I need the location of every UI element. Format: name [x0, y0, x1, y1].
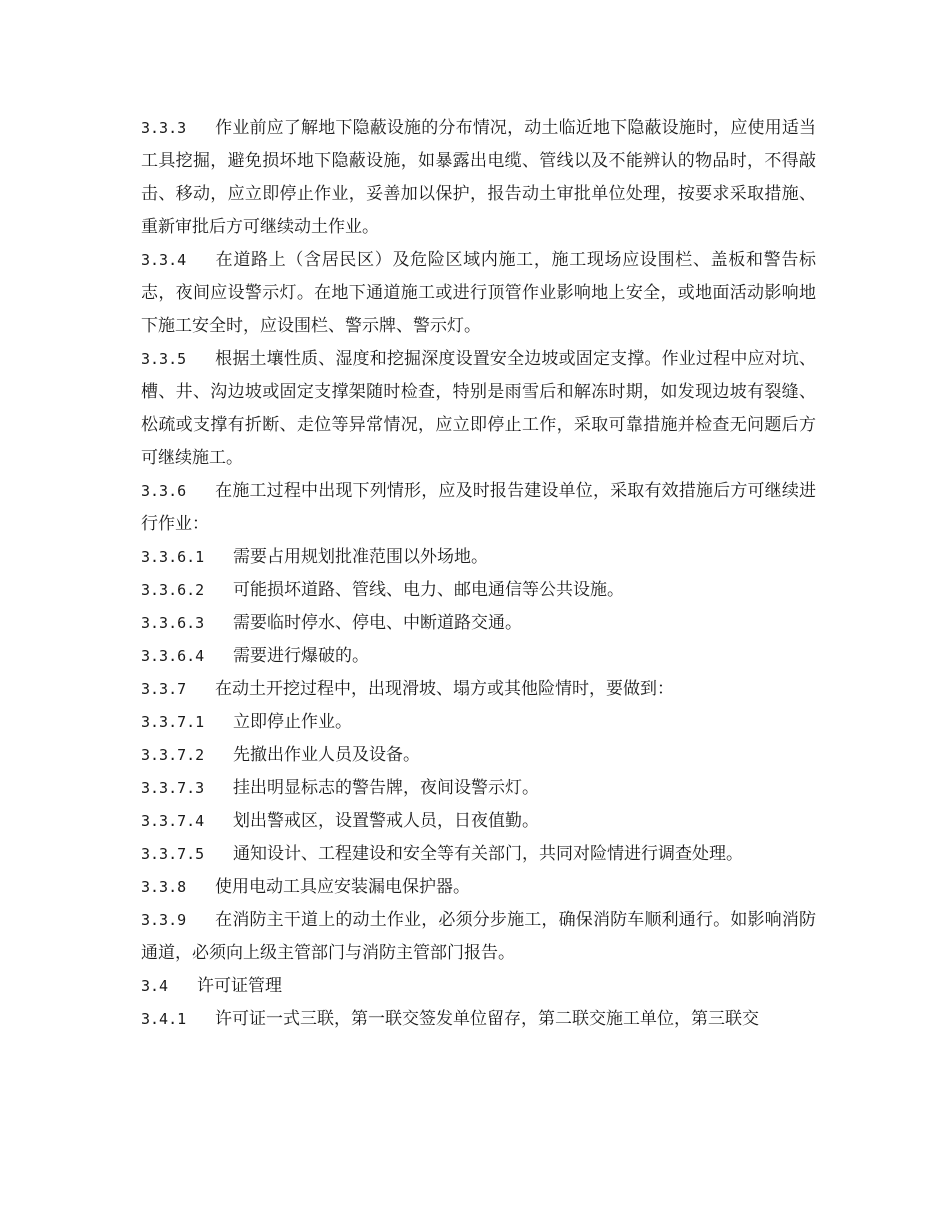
- clause-text: 在动土开挖过程中，出现滑坡、塌方或其他险情时，要做到：: [215, 679, 674, 699]
- clause-number: 3.3.6.2: [141, 581, 205, 599]
- clause-3-3-7: [141, 673, 816, 706]
- clause-text: 需要临时停水、停电、中断道路交通。: [233, 613, 522, 633]
- clause-number: 3.3.3: [141, 119, 187, 137]
- clause-number: 3.3.7.3: [141, 779, 205, 797]
- clause-text: 使用电动工具应安装漏电保护器。: [215, 877, 470, 897]
- clause-text: 需要占用规划批准范围以外场地。: [233, 547, 488, 567]
- clause-3-3-5: [141, 343, 816, 475]
- clause-text: 作业前应了解地下隐蔽设施的分布情况，动土临近地下隐蔽设施时，应使用适当工具挖掘，避免损坏地下隐蔽设施，如暴露出电缆、管线以及不能辨认的物品时，不得敲击、移动，应立即停止作业，妥善加以保护，报告动土审批单位处理，按要求采取措施、重新审批后方可继续动土作业。: [141, 118, 816, 237]
- clause-number: 3.3.7: [141, 680, 187, 698]
- clause-number: 3.3.7.2: [141, 746, 205, 764]
- clause-number: 3.3.9: [141, 911, 187, 929]
- clause-3-3-3: [141, 112, 816, 244]
- clause-3-3-6-3: [141, 607, 816, 640]
- clause-text: 先撤出作业人员及设备。: [233, 745, 420, 765]
- clause-text: 在消防主干道上的动土作业，必须分步施工，确保消防车顺利通行。如影响消防通道，必须向上级主管部门与消防主管部门报告。: [141, 910, 816, 963]
- clause-text: 需要进行爆破的。: [233, 646, 369, 666]
- clause-3-3-7-2: [141, 739, 816, 772]
- clause-number: 3.3.6.1: [141, 548, 205, 566]
- section-3-4-heading: [141, 970, 816, 1003]
- clause-number: 3.3.7.4: [141, 812, 205, 830]
- clause-text: 许可证一式三联，第一联交签发单位留存，第二联交施工单位，第三联交: [215, 1009, 759, 1029]
- clause-number: 3.3.6.4: [141, 647, 205, 665]
- clause-text: 划出警戒区，设置警戒人员，日夜值勤。: [233, 811, 539, 831]
- clause-3-3-8: [141, 871, 816, 904]
- clause-number: 3.3.5: [141, 350, 187, 368]
- clause-3-3-9: [141, 904, 816, 970]
- clause-3-3-7-1: [141, 706, 816, 739]
- clause-number: 3.3.6: [141, 482, 187, 500]
- clause-text: 通知设计、工程建设和安全等有关部门，共同对险情进行调查处理。: [233, 844, 743, 864]
- clause-number: 3.3.8: [141, 878, 187, 896]
- clause-text: 在道路上（含居民区）及危险区域内施工，施工现场应设围栏、盖板和警告标志，夜间应设警示灯。在地下通道施工或进行顶管作业影响地上安全，或地面活动影响地下施工安全时，应设围栏、警示牌、警示灯。: [141, 250, 816, 336]
- clause-text: 根据土壤性质、湿度和挖掘深度设置安全边坡或固定支撑。作业过程中应对坑、槽、井、沟边坡或固定支撑架随时检查，特别是雨雪后和解冻时期，如发现边坡有裂缝、松疏或支撑有折断、走位等异常情况，应立即停止工作，采取可靠措施并检查无问题后方可继续施工。: [141, 349, 816, 468]
- clause-3-3-6-4: [141, 640, 816, 673]
- clause-text: 在施工过程中出现下列情形，应及时报告建设单位，采取有效措施后方可继续进行作业：: [141, 481, 816, 534]
- clause-number: 3.3.7.1: [141, 713, 205, 731]
- clause-number: 3.3.4: [141, 251, 187, 269]
- document-page: [141, 112, 816, 1036]
- clause-text: 许可证管理: [197, 976, 282, 996]
- clause-3-3-6: [141, 475, 816, 541]
- clause-3-4-1: [141, 1003, 816, 1036]
- clause-3-3-4: [141, 244, 816, 343]
- clause-number: 3.4: [141, 977, 169, 995]
- clause-3-3-6-1: [141, 541, 816, 574]
- clause-text: 挂出明显标志的警告牌，夜间设警示灯。: [233, 778, 539, 798]
- clause-3-3-7-3: [141, 772, 816, 805]
- clause-number: 3.3.7.5: [141, 845, 205, 863]
- clause-number: 3.3.6.3: [141, 614, 205, 632]
- clause-number: 3.4.1: [141, 1010, 187, 1028]
- clause-text: 立即停止作业。: [233, 712, 352, 732]
- clause-3-3-7-4: [141, 805, 816, 838]
- clause-3-3-6-2: [141, 574, 816, 607]
- clause-text: 可能损坏道路、管线、电力、邮电通信等公共设施。: [233, 580, 624, 600]
- clause-3-3-7-5: [141, 838, 816, 871]
